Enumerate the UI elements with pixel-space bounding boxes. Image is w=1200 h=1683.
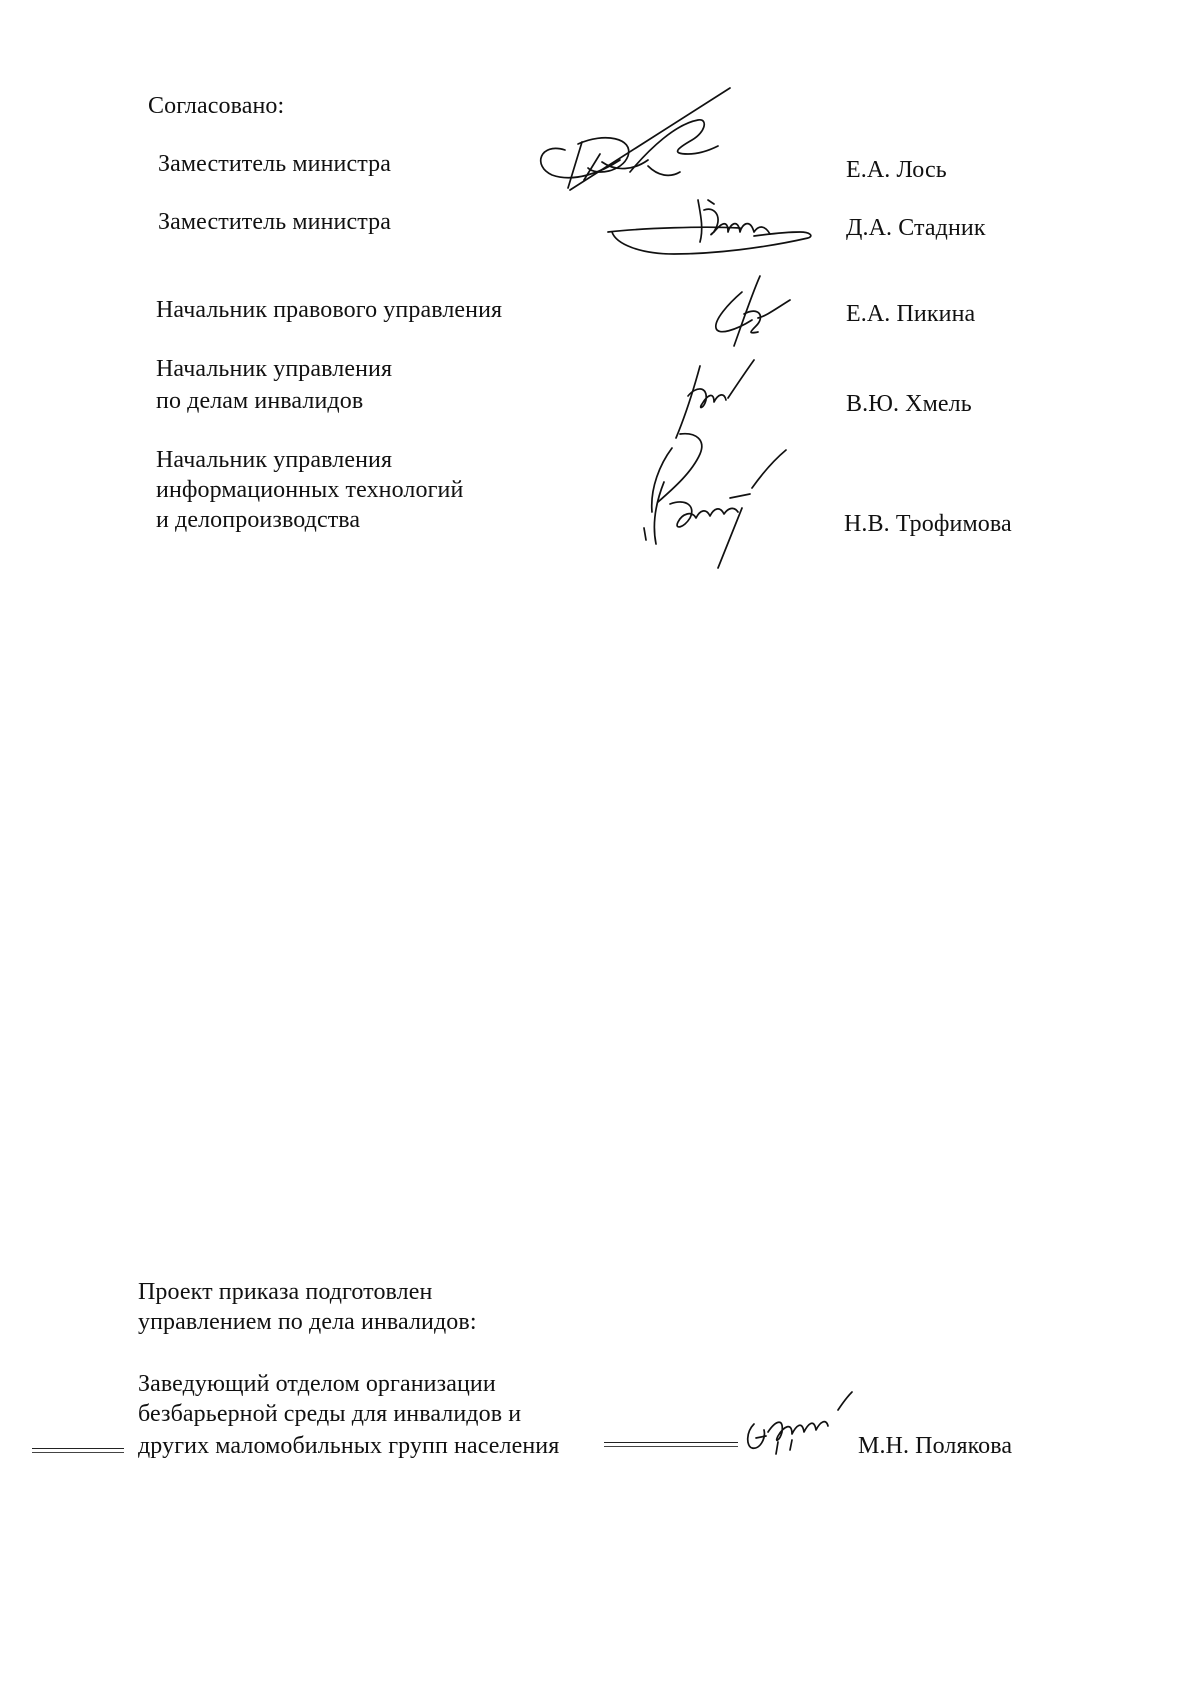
prepared-line-1: Проект приказа подготовлен: [138, 1279, 433, 1305]
approval-heading: Согласовано:: [148, 93, 285, 119]
signatory-4-name: В.Ю. Хмель: [846, 391, 972, 417]
signatory-5-name: Н.В. Трофимова: [844, 511, 1012, 537]
prepared-line-2: управлением по дела инвалидов:: [138, 1309, 477, 1335]
signature-3: [700, 270, 800, 352]
signatory-5-position-line-2: информационных технологий: [156, 477, 464, 503]
signature-author: [742, 1386, 858, 1462]
signatory-4-position-line-2: по делам инвалидов: [156, 388, 364, 414]
signature-2: [604, 192, 818, 262]
signatory-2-name: Д.А. Стадник: [846, 215, 986, 241]
signatory-3-position: Начальник правового управления: [156, 297, 503, 323]
signatory-1-position: Заместитель министра: [158, 151, 391, 177]
signatory-5-position-line-3: и делопроизводства: [156, 507, 361, 533]
signatory-4-position-line-1: Начальник управления: [156, 356, 393, 382]
signatory-2-position: Заместитель министра: [158, 209, 391, 235]
signature-line-left: [32, 1448, 124, 1449]
author-position-line-2: безбарьерной среды для инвалидов и: [138, 1401, 522, 1427]
signatory-5-position-line-1: Начальник управления: [156, 447, 393, 473]
signatory-3-name: Е.А. Пикина: [846, 301, 976, 327]
signature-line-left-underline: [32, 1452, 124, 1453]
signature-line-right-underline: [604, 1446, 738, 1447]
signature-5: [630, 428, 800, 578]
author-name: М.Н. Полякова: [858, 1433, 1013, 1459]
signature-1: [530, 80, 740, 210]
author-position-line-3: других маломобильных групп населения: [138, 1433, 560, 1459]
signatory-1-name: Е.А. Лось: [846, 157, 947, 183]
author-position-line-1: Заведующий отделом организации: [138, 1371, 496, 1397]
signature-line-right: [604, 1442, 738, 1443]
